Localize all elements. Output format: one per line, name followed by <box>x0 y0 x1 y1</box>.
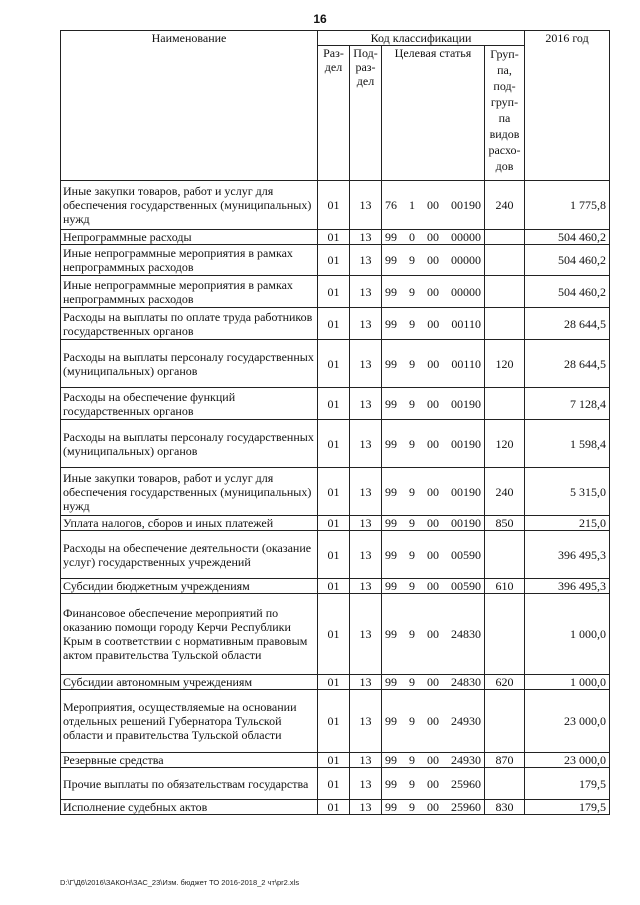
target-part-4: 24930 <box>451 714 481 728</box>
table-row <box>61 690 610 753</box>
target-part-3: 00 <box>427 627 439 641</box>
target-part-3: 00 <box>427 547 439 562</box>
target-part-2: 9 <box>409 753 415 767</box>
target-part-2: 9 <box>409 484 415 499</box>
row-amount: 23 000,0 <box>525 690 610 753</box>
target-part-1: 99 <box>385 579 397 593</box>
row-razdel: 01 <box>318 308 350 340</box>
table-body <box>61 181 610 815</box>
row-razdel: 01 <box>318 181 350 230</box>
row-razdel: 01 <box>318 420 350 468</box>
target-part-3: 00 <box>427 253 439 267</box>
row-group <box>485 230 525 245</box>
target-part-1: 99 <box>385 356 397 371</box>
row-target <box>382 690 485 753</box>
table-row <box>61 768 610 800</box>
target-part-3: 00 <box>427 356 440 371</box>
row-target <box>382 181 485 230</box>
row-amount: 1 598,4 <box>525 420 610 468</box>
row-name: Иные непрограммные мероприятия в рамках непрограммных расходов <box>61 245 318 276</box>
target-part-1: 99 <box>385 753 397 767</box>
row-amount: 1 000,0 <box>525 594 610 675</box>
header-name: Наименование <box>61 31 318 181</box>
row-group <box>485 245 525 276</box>
target-part-4: 00110 <box>451 356 481 371</box>
target-part-4: 24930 <box>451 753 481 767</box>
target-part-1: 99 <box>385 396 397 411</box>
target-part-4: 00590 <box>451 579 481 593</box>
row-name: Расходы на выплаты по оплате труда работников государственных органов <box>61 308 318 340</box>
row-target <box>382 420 485 468</box>
table-row <box>61 276 610 308</box>
table-row <box>61 340 610 388</box>
target-part-3: 00 <box>427 198 439 212</box>
target-part-1: 99 <box>385 253 397 267</box>
target-part-4: 25960 <box>451 800 481 814</box>
row-target <box>382 245 485 276</box>
target-part-2: 1 <box>409 198 415 212</box>
table-row <box>61 181 610 230</box>
row-podrazdel: 13 <box>350 245 382 276</box>
target-part-2: 9 <box>409 627 415 641</box>
header-group: Груп- па, под- груп- па видов расхо- дов <box>485 46 525 181</box>
row-razdel: 01 <box>318 690 350 753</box>
row-podrazdel: 13 <box>350 531 382 579</box>
target-part-2: 9 <box>409 356 416 371</box>
row-razdel: 01 <box>318 468 350 516</box>
row-razdel: 01 <box>318 516 350 531</box>
table-row <box>61 579 610 594</box>
row-target <box>382 516 485 531</box>
row-podrazdel: 13 <box>350 690 382 753</box>
table-row <box>61 753 610 768</box>
row-podrazdel: 13 <box>350 753 382 768</box>
target-part-4: 00000 <box>451 253 481 267</box>
row-amount: 5 315,0 <box>525 468 610 516</box>
header-podrazdel: Под- раз- дел <box>350 46 382 181</box>
row-razdel: 01 <box>318 531 350 579</box>
table-row <box>61 675 610 690</box>
row-podrazdel: 13 <box>350 181 382 230</box>
page-number: 16 <box>313 12 327 26</box>
target-part-3: 00 <box>427 753 439 767</box>
target-part-1: 99 <box>385 516 397 530</box>
row-group: 240 <box>485 181 525 230</box>
row-amount: 7 128,4 <box>525 388 610 420</box>
header-code-group: Код классификации <box>318 31 525 46</box>
row-name: Мероприятия, осуществляемые на основании отдельных решений Губернатора Тульской области и правительства Тульской области <box>61 690 318 753</box>
row-group: 610 <box>485 579 525 594</box>
target-part-3: 00 <box>427 436 439 451</box>
target-part-2: 9 <box>409 436 415 451</box>
header-razdel: Раз- дел <box>318 46 350 181</box>
target-part-3: 00 <box>427 675 439 689</box>
row-podrazdel: 13 <box>350 516 382 531</box>
row-amount: 504 460,2 <box>525 245 610 276</box>
target-part-2: 9 <box>409 800 415 814</box>
row-razdel: 01 <box>318 388 350 420</box>
row-target <box>382 800 485 815</box>
row-group: 870 <box>485 753 525 768</box>
table-row <box>61 594 610 675</box>
target-part-4: 00190 <box>451 198 481 212</box>
row-razdel: 01 <box>318 800 350 815</box>
row-target <box>382 579 485 594</box>
row-group <box>485 308 525 340</box>
row-amount: 28 644,5 <box>525 308 610 340</box>
table-row <box>61 531 610 579</box>
row-target <box>382 230 485 245</box>
row-target <box>382 531 485 579</box>
row-name: Субсидии бюджетным учреждениям <box>61 579 318 594</box>
row-amount: 1 000,0 <box>525 675 610 690</box>
target-part-2: 9 <box>409 316 416 331</box>
row-amount: 396 495,3 <box>525 579 610 594</box>
row-podrazdel: 13 <box>350 579 382 594</box>
row-amount: 215,0 <box>525 516 610 531</box>
row-name: Резервные средства <box>61 753 318 768</box>
row-name: Расходы на обеспечение функций государственных органов <box>61 388 318 420</box>
target-part-2: 0 <box>409 230 415 244</box>
target-part-4: 00190 <box>451 516 481 530</box>
row-razdel: 01 <box>318 340 350 388</box>
target-part-4: 24830 <box>451 675 481 689</box>
row-podrazdel: 13 <box>350 768 382 800</box>
target-part-3: 00 <box>427 396 439 411</box>
table-row <box>61 800 610 815</box>
row-podrazdel: 13 <box>350 308 382 340</box>
target-part-1: 99 <box>385 627 397 641</box>
row-podrazdel: 13 <box>350 340 382 388</box>
target-part-2: 9 <box>409 547 415 562</box>
target-part-3: 00 <box>427 800 439 814</box>
header-target: Целевая статья <box>382 46 485 181</box>
table-row <box>61 230 610 245</box>
target-part-3: 00 <box>427 516 439 530</box>
row-group <box>485 276 525 308</box>
row-amount: 28 644,5 <box>525 340 610 388</box>
target-part-1: 99 <box>385 800 397 814</box>
table-row <box>61 420 610 468</box>
row-name: Субсидии автономным учреждениям <box>61 675 318 690</box>
row-amount: 179,5 <box>525 800 610 815</box>
row-group <box>485 531 525 579</box>
row-group: 120 <box>485 420 525 468</box>
row-group: 850 <box>485 516 525 531</box>
row-name: Исполнение судебных актов <box>61 800 318 815</box>
target-part-1: 99 <box>385 316 397 331</box>
target-part-2: 9 <box>409 776 415 791</box>
row-podrazdel: 13 <box>350 594 382 675</box>
row-name: Непрограммные расходы <box>61 230 318 245</box>
row-amount: 396 495,3 <box>525 531 610 579</box>
row-podrazdel: 13 <box>350 276 382 308</box>
table-row <box>61 468 610 516</box>
row-podrazdel: 13 <box>350 388 382 420</box>
target-part-3: 00 <box>427 484 439 499</box>
target-part-2: 9 <box>409 579 415 593</box>
target-part-3: 00 <box>427 230 439 244</box>
row-name: Иные непрограммные мероприятия в рамках непрограммных расходов <box>61 276 318 308</box>
table-row <box>61 516 610 531</box>
row-target <box>382 388 485 420</box>
table-row <box>61 308 610 340</box>
row-group: 240 <box>485 468 525 516</box>
row-group <box>485 388 525 420</box>
row-amount: 504 460,2 <box>525 230 610 245</box>
row-name: Расходы на выплаты персоналу государственных (муниципальных) органов <box>61 340 318 388</box>
row-target <box>382 594 485 675</box>
target-part-1: 99 <box>385 284 397 299</box>
row-razdel: 01 <box>318 276 350 308</box>
target-part-4: 00000 <box>451 230 481 244</box>
target-part-1: 76 <box>385 198 397 212</box>
row-target <box>382 753 485 768</box>
row-razdel: 01 <box>318 245 350 276</box>
target-part-1: 99 <box>385 714 397 728</box>
target-part-2: 9 <box>409 253 415 267</box>
row-group <box>485 690 525 753</box>
target-part-1: 99 <box>385 675 397 689</box>
row-razdel: 01 <box>318 230 350 245</box>
row-target <box>382 276 485 308</box>
target-part-3: 00 <box>427 714 439 728</box>
target-part-4: 00190 <box>451 396 481 411</box>
row-target <box>382 675 485 690</box>
row-amount: 1 775,8 <box>525 181 610 230</box>
header-year: 2016 год <box>525 31 610 181</box>
target-part-4: 24830 <box>451 627 481 641</box>
target-part-2: 9 <box>409 675 415 689</box>
row-razdel: 01 <box>318 579 350 594</box>
row-group: 830 <box>485 800 525 815</box>
target-part-4: 00590 <box>451 547 481 562</box>
row-name: Уплата налогов, сборов и иных платежей <box>61 516 318 531</box>
target-part-4: 00190 <box>451 484 481 499</box>
target-part-2: 9 <box>409 284 415 299</box>
row-podrazdel: 13 <box>350 800 382 815</box>
row-name: Финансовое обеспечение мероприятий по оказанию помощи городу Керчи Республики Крым в соответствии с нормативным правовым актом правительства Тульской области <box>61 594 318 675</box>
row-name: Расходы на обеспечение деятельности (оказание услуг) государственных учреждений <box>61 531 318 579</box>
row-name: Иные закупки товаров, работ и услуг для обеспечения государственных (муниципальных) нужд <box>61 468 318 516</box>
row-name: Расходы на выплаты персоналу государственных (муниципальных) органов <box>61 420 318 468</box>
target-part-1: 99 <box>385 484 397 499</box>
target-part-4: 00000 <box>451 284 481 299</box>
target-part-2: 9 <box>409 396 415 411</box>
row-group <box>485 594 525 675</box>
target-part-1: 99 <box>385 436 397 451</box>
target-part-4: 00110 <box>451 316 481 331</box>
target-part-4: 25960 <box>451 776 481 791</box>
row-group: 120 <box>485 340 525 388</box>
row-razdel: 01 <box>318 675 350 690</box>
target-part-1: 99 <box>385 776 397 791</box>
row-name: Иные закупки товаров, работ и услуг для обеспечения государственных (муниципальных) нужд <box>61 181 318 230</box>
row-target <box>382 308 485 340</box>
table-row <box>61 388 610 420</box>
row-target <box>382 340 485 388</box>
row-razdel: 01 <box>318 594 350 675</box>
row-amount: 179,5 <box>525 768 610 800</box>
row-amount: 23 000,0 <box>525 753 610 768</box>
target-part-3: 00 <box>427 316 440 331</box>
row-podrazdel: 13 <box>350 675 382 690</box>
target-part-4: 00190 <box>451 436 481 451</box>
row-name: Прочие выплаты по обязательствам государства <box>61 768 318 800</box>
file-path-footer: D:\Г\Д6\2016\ЗАКОН\ЗАС_23\Изм. бюджет ТО 2016-2018_2 чт\pr2.xls <box>60 878 300 887</box>
row-amount: 504 460,2 <box>525 276 610 308</box>
budget-table <box>60 30 610 815</box>
target-part-1: 99 <box>385 547 397 562</box>
row-razdel: 01 <box>318 753 350 768</box>
target-part-2: 9 <box>409 714 415 728</box>
target-part-1: 99 <box>385 230 397 244</box>
target-part-2: 9 <box>409 516 415 530</box>
row-target <box>382 468 485 516</box>
row-podrazdel: 13 <box>350 230 382 245</box>
row-target <box>382 768 485 800</box>
row-podrazdel: 13 <box>350 468 382 516</box>
table-row <box>61 245 610 276</box>
target-part-3: 00 <box>427 579 439 593</box>
row-razdel: 01 <box>318 768 350 800</box>
row-group <box>485 768 525 800</box>
target-part-3: 00 <box>427 284 439 299</box>
row-podrazdel: 13 <box>350 420 382 468</box>
target-part-3: 00 <box>427 776 439 791</box>
row-group: 620 <box>485 675 525 690</box>
